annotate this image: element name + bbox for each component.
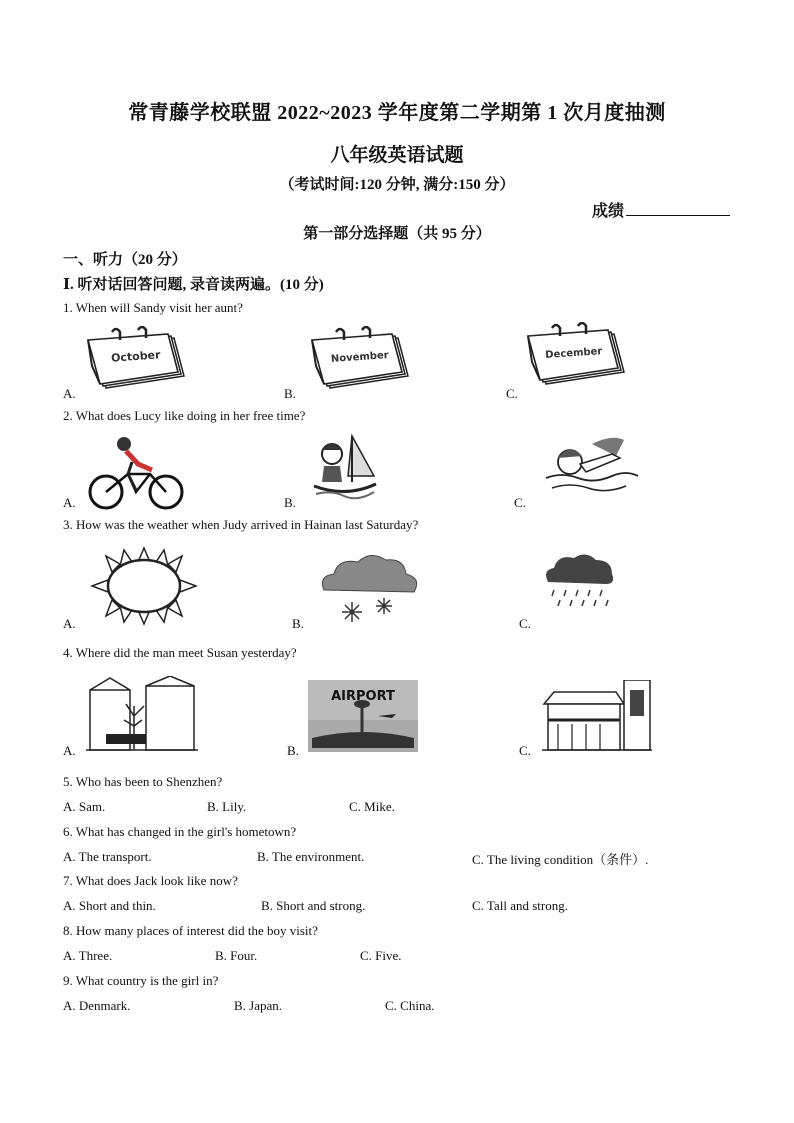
question-5: 5. Who has been to Shenzhen? xyxy=(63,774,223,789)
q5-option-c[interactable]: C. Mike. xyxy=(349,799,395,814)
rain-cloud-icon xyxy=(542,550,616,612)
swimming-girl-icon xyxy=(542,434,642,498)
question-6: 6. What has changed in the girl's hometown? xyxy=(63,824,297,839)
calendar-october-icon xyxy=(86,326,188,392)
question-9: 9. What country is the girl in? xyxy=(63,973,219,988)
calendar-december-icon xyxy=(526,322,628,388)
q9-option-c[interactable]: C. China. xyxy=(385,998,435,1013)
q2-option-a[interactable]: A. xyxy=(63,495,76,510)
school-building-icon xyxy=(86,676,198,752)
question-8: 8. How many places of interest did the boy visit? xyxy=(63,923,318,938)
score-blank[interactable] xyxy=(626,201,730,216)
q2-option-b[interactable]: B. xyxy=(284,495,296,510)
q3-option-c[interactable]: C. xyxy=(519,616,531,631)
exam-title: 常青藤学校联盟 2022~2023 学年度第二学期第 1 次月度抽测 xyxy=(128,102,666,124)
q8-option-a[interactable]: A. Three. xyxy=(63,948,113,963)
airport-sign: AIRPORT xyxy=(331,689,395,704)
q8-option-b[interactable]: B. Four. xyxy=(215,948,258,963)
q6-option-c[interactable]: C. The living condition（条件）. xyxy=(472,852,649,867)
score-field xyxy=(592,198,730,221)
q4-option-a[interactable]: A. xyxy=(63,743,76,758)
q1-option-b[interactable]: B. xyxy=(284,386,296,401)
airport-icon xyxy=(308,680,418,752)
q5-option-b[interactable]: B. Lily. xyxy=(207,799,247,814)
q3-option-a[interactable]: A. xyxy=(63,616,76,631)
question-4: 4. Where did the man meet Susan yesterday? xyxy=(63,645,297,660)
subsection-listening: Ⅰ. 听对话回答问题, 录音读两遍。(10 分) xyxy=(63,277,324,293)
q4-option-b[interactable]: B. xyxy=(287,743,299,758)
exam-subtitle: 八年级英语试题 xyxy=(330,145,464,166)
score-label: 成绩 xyxy=(592,203,625,220)
q7-option-c[interactable]: C. Tall and strong. xyxy=(472,898,568,913)
q2-option-c[interactable]: C. xyxy=(514,495,526,510)
calendar-month-label: October xyxy=(110,348,161,365)
question-2: 2. What does Lucy like doing in her free time? xyxy=(63,408,306,423)
q5-option-a[interactable]: A. Sam. xyxy=(63,799,106,814)
q7-option-b[interactable]: B. Short and strong. xyxy=(261,898,366,913)
sun-icon xyxy=(90,546,198,626)
q6-option-b[interactable]: B. The environment. xyxy=(257,849,365,864)
question-7: 7. What does Jack look like now? xyxy=(63,873,238,888)
q1-option-a[interactable]: A. xyxy=(63,386,76,401)
sailing-boy-icon xyxy=(312,432,378,504)
snow-cloud-icon xyxy=(314,550,424,628)
cycling-girl-icon xyxy=(88,434,186,510)
calendar-month-label: November xyxy=(330,350,390,366)
q1-option-c[interactable]: C. xyxy=(506,386,518,401)
question-3: 3. How was the weather when Judy arrived in Hainan last Saturday? xyxy=(63,517,419,532)
q9-option-b[interactable]: B. Japan. xyxy=(234,998,283,1013)
q9-option-a[interactable]: A. Denmark. xyxy=(63,998,131,1013)
section-listening: 一、听力（20 分） xyxy=(63,252,187,268)
calendar-month-label: December xyxy=(544,346,603,361)
part-title: 第一部分选择题（共 95 分） xyxy=(303,226,491,242)
calendar-november-icon xyxy=(310,326,412,392)
q3-option-b[interactable]: B. xyxy=(292,616,304,631)
q6-option-a[interactable]: A. The transport. xyxy=(63,849,152,864)
q7-option-a[interactable]: A. Short and thin. xyxy=(63,898,156,913)
q4-option-c[interactable]: C. xyxy=(519,743,531,758)
exam-time-note: （考试时间:120 分钟, 满分:150 分） xyxy=(279,177,515,193)
question-1: 1. When will Sandy visit her aunt? xyxy=(63,300,243,315)
restaurant-building-icon xyxy=(542,680,652,752)
q8-option-c[interactable]: C. Five. xyxy=(360,948,402,963)
